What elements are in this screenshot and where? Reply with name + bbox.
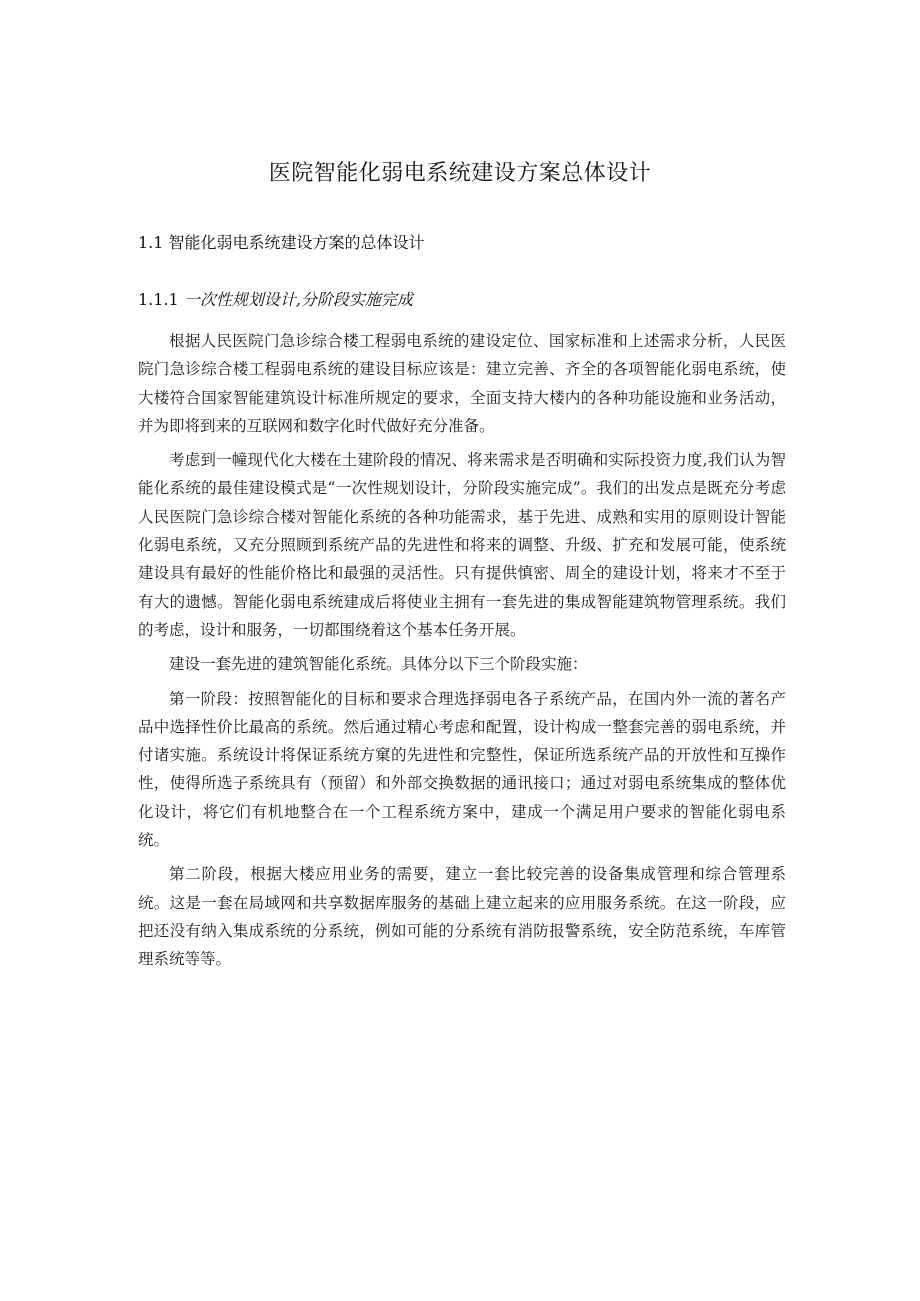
- page-title: 医院智能化弱电系统建设方案总体设计: [268, 161, 652, 186]
- body-text: [138, 327, 786, 980]
- paragraph-strategy: 考虑到一幢现代化大楼在土建阶段的情况、将来需求是否明确和实际投资力度,我们认为智能化系统的最佳建设模式是“一次性规划设计，分阶段实施完成”。我们的出发点是既充分考虑人民医院门急诊综合楼对智能化系统的各种功能需求，基于先进、成熟和实用的原则设计智能化弱电系统，又充分照顾到系统产品的先进性和将来的调整、升级、扩充和发展可能，使系统建设具有最好的性能价格比和最强的灵活性。只有提供慎密、周全的建设计划，将来才不至于有大的遗憾。智能化弱电系统建成后将使业主拥有一套先进的集成智能建筑物管理系统。我们的考虑，设计和服务，一切都围绕着这个基本任务开展。: [138, 451, 786, 639]
- paragraph-phase-one: 第一阶段：按照智能化的目标和要求合理选择弱电各子系统产品，在国内外一流的著名产品中选择性价比最高的系统。然后通过精心考虑和配置，设计构成一整套完善的弱电系统，并付诸实施。系统设计将保证系统方窠的先进性和完整性，保证所选系统产品的开放性和互操作性，使得所选子系统具有（预留）和外部交换数据的通讯接口；通过对弱电系统集成的整体优化设计，将它们有机地整合在一个工程系统方案中，建成一个满足用户要求的智能化弱电系统。: [138, 689, 786, 850]
- section-title: 智能化弱电系统建设方案的总体设计: [168, 233, 425, 252]
- subsection-heading: [138, 287, 413, 310]
- paragraph-phases-intro: 建设一套先进的建筑智能化系统。具体分以下三个阶段实施：: [169, 655, 588, 674]
- section-heading: [138, 230, 425, 253]
- paragraph-phase-two: 第二阶段，根据大楼应用业务的需要，建立一套比较完善的设备集成管理和综合管理系统。这是一套在局域网和共享数据库服务的基础上建立起来的应用服务系统。在这一阶段，应把还没有纳入集成系统的分系统，例如可能的分系统有消防报警系统，安全防范系统，车库管理系统等等。: [138, 865, 786, 969]
- section-number: 1.1: [138, 233, 164, 252]
- paragraph-goals: 根据人民医院门急诊综合楼工程弱电系统的建设定位、国家标准和上述需求分析，人民医院门急诊综合楼工程弱电系统的建设目标应该是：建立完善、齐全的各项智能化弱电系统，使大楼符合国家智能建筑设计标准所规定的要求，全面支持大楼内的各种功能设施和业务活动，并为即将到来的互联网和数字化时代做好充分准备。: [138, 332, 786, 435]
- subsection-title: 一次性规划设计,分阶段实施完成: [183, 290, 413, 309]
- subsection-number: 1.1.1: [138, 290, 179, 309]
